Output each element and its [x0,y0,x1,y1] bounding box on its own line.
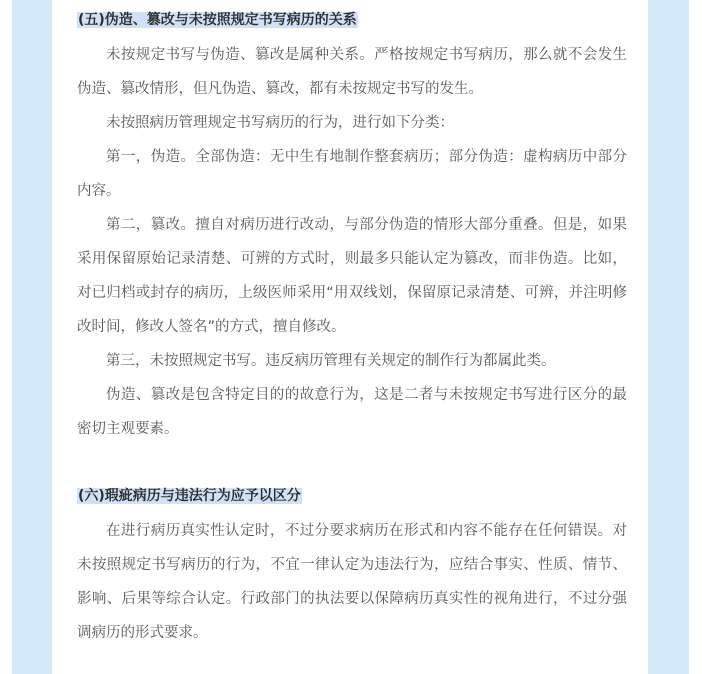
section-title-6-text: (六)瑕疵病历与违法行为应予以区分 [78,488,301,504]
paragraph: 第一，伪造。全部伪造：无中生有地制作整套病历；部分伪造：虚构病历中部分内容。 [77,149,627,199]
paragraph: 第二，篡改。擅自对病历进行改动，与部分伪造的情形大部分重叠。但是，如果采用保留原始记录清楚、可辨的方式时，则最多只能认定为篡改，而非伪造。比如，对已归档或封存的病历，上级医师采用“用双线划，保留原记录清楚、可辨，并注明修改时间，修改人签名”的方式，擅自修改。 [77,217,627,335]
section-title-6 [77,486,302,506]
section-title-5-text: (五)伪造、篡改与未按照规定书写病历的关系 [78,12,357,28]
right-frame-border [648,0,689,674]
paragraph: 未按规定书写与伪造、篡改是属种关系。严格按规定书写病历，那么就不会发生伪造、篡改情形，但凡伪造、篡改，都有未按规定书写的发生。 [77,47,627,97]
paragraph: 未按照病历管理规定书写病历的行为，进行如下分类： [106,115,454,131]
section-title-5 [77,10,358,30]
left-frame-border [12,0,52,674]
paragraph: 第三，未按照规定书写。违反病历管理有关规定的制作行为都属此类。 [106,353,556,369]
paragraph: 在进行病历真实性认定时，不过分要求病历在形式和内容不能存在任何错误。对未按照规定书写病历的行为，不宜一律认定为违法行为，应结合事实、性质、情节、影响、后果等综合认定。行政部门的执法要以保障病历真实性的视角进行，不过分强调病历的形式要求。 [77,523,627,641]
paragraph: 伪造、篡改是包含特定目的的故意行为，这是二者与未按规定书写进行区分的最密切主观要素。 [77,387,627,437]
article-body [52,0,648,674]
